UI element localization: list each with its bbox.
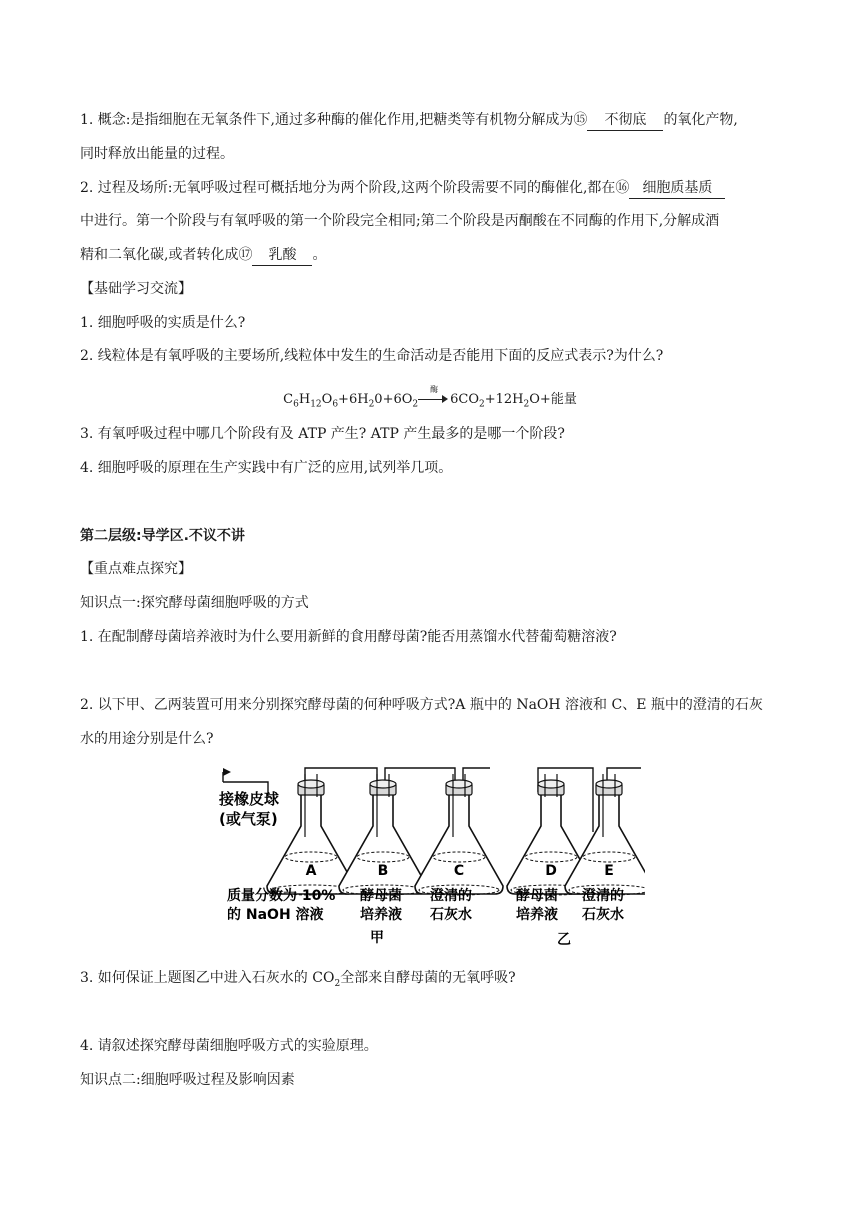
flask-label-e: E — [604, 863, 614, 879]
label-yi: 乙 — [557, 932, 571, 947]
concept-answer-blank: 不彻底 — [587, 110, 663, 131]
caption-d-2: 培养液 — [516, 907, 558, 923]
basic-exchange-heading: 【基础学习交流】 — [80, 281, 192, 297]
caption-b-2: 培养液 — [360, 907, 402, 923]
caption-b-1: 酵母菌 — [360, 888, 402, 904]
knowledge-point-1: 知识点一:探究酵母菌细胞呼吸的方式 — [80, 595, 309, 611]
flask-label-c: C — [453, 863, 465, 879]
caption-c-2: 石灰水 — [430, 907, 472, 923]
basic-question-3: 3. 有氧呼吸过程中哪几个阶段有及 ATP 产生? ATP 产生最多的是哪一个阶段? — [80, 426, 565, 442]
level2-question-4: 4. 请叙述探究酵母菌细胞呼吸方式的实验原理。 — [80, 1038, 378, 1054]
basic-question-4: 4. 细胞呼吸的原理在生产实践中有广泛的应用,试列举几项。 — [80, 460, 453, 476]
process-line-3-lead: 精和二氧化碳,或者转化成⑰ — [80, 247, 253, 263]
process-line-1 — [80, 178, 725, 199]
process-answer-blank-2: 乳酸 — [252, 245, 312, 266]
tube-b-c — [385, 768, 455, 832]
level2-question-2a: 2. 以下甲、乙两装置可用来分别探究酵母菌的何种呼吸方式?A 瓶中的 NaOH 溶液和 C、E 瓶中的澄清的石灰 — [80, 697, 763, 713]
caption-c-1: 澄清的 — [430, 888, 472, 904]
basic-question-2: 2. 线粒体是有氧呼吸的主要场所,线粒体中发生的生命活动是否能用下面的反应式表示?为什么? — [80, 348, 664, 364]
enzyme-label: 酶 — [430, 384, 439, 394]
pump-label-2: (或气泵) — [219, 810, 278, 828]
q3-subscript: 2 — [334, 978, 341, 989]
process-line-3 — [80, 245, 326, 266]
key-points-heading: 【重点难点探究】 — [80, 561, 192, 577]
level2-question-3 — [80, 968, 516, 994]
concept-line-2: 同时释放出能量的过程。 — [80, 146, 234, 162]
enzyme-arrow — [418, 384, 450, 407]
flask-label-b: B — [377, 863, 389, 879]
knowledge-point-2: 知识点二:细胞呼吸过程及影响因素 — [80, 1072, 295, 1088]
yeast-experiment-figure — [215, 762, 645, 947]
caption-e-2: 石灰水 — [582, 907, 624, 923]
caption-a-1: 质量分数为 10% — [227, 888, 336, 904]
process-lead: 2. 过程及场所:无氧呼吸过程可概括地分为两个阶段,这两个阶段需要不同的酶催化,都在⑯ — [80, 180, 630, 196]
basic-question-1: 1. 细胞呼吸的实质是什么? — [80, 315, 246, 331]
caption-e-1: 澄清的 — [582, 888, 624, 904]
concept-lead: 1. 概念:是指细胞在无氧条件下,通过多种酶的催化作用,把糖类等有机物分解成为⑮ — [80, 112, 588, 128]
level2-question-1: 1. 在配制酵母菌培养液时为什么要用新鲜的食用酵母菌?能否用蒸馏水代替葡萄糖溶液? — [80, 629, 617, 645]
respiration-equation: $C_6H_{12}O_6+6H_20+6O_2$ 酶 $6CO_2+12H_2O+$能量 — [283, 384, 577, 410]
caption-d-1: 酵母菌 — [516, 888, 558, 904]
label-jia: 甲 — [370, 930, 384, 946]
process-line-2: 中进行。第一个阶段与有氧呼吸的第一个阶段完全相同;第二个阶段是丙酮酸在不同酶的作用下,分解成酒 — [80, 213, 720, 229]
pump-label-1: 接橡皮球 — [219, 790, 280, 808]
concept-line-1 — [80, 110, 738, 131]
concept-tail: 的氧化产物, — [663, 112, 738, 128]
flask-label-a: A — [305, 863, 317, 879]
process-line-3-tail: 。 — [312, 247, 327, 263]
caption-a-2: 的 NaOH 溶液 — [227, 907, 324, 923]
q3-lead: 3. 如何保证上题图乙中进入石灰水的 CO — [80, 970, 335, 986]
q3-tail: 全部来自酵母菌的无氧呼吸? — [340, 970, 516, 986]
level2-heading: 第二层级:导学区.不议不讲 — [80, 528, 245, 544]
flask-label-d: D — [545, 863, 557, 879]
process-answer-blank: 细胞质基质 — [629, 178, 725, 199]
level2-question-2b: 水的用途分别是什么? — [80, 731, 214, 747]
